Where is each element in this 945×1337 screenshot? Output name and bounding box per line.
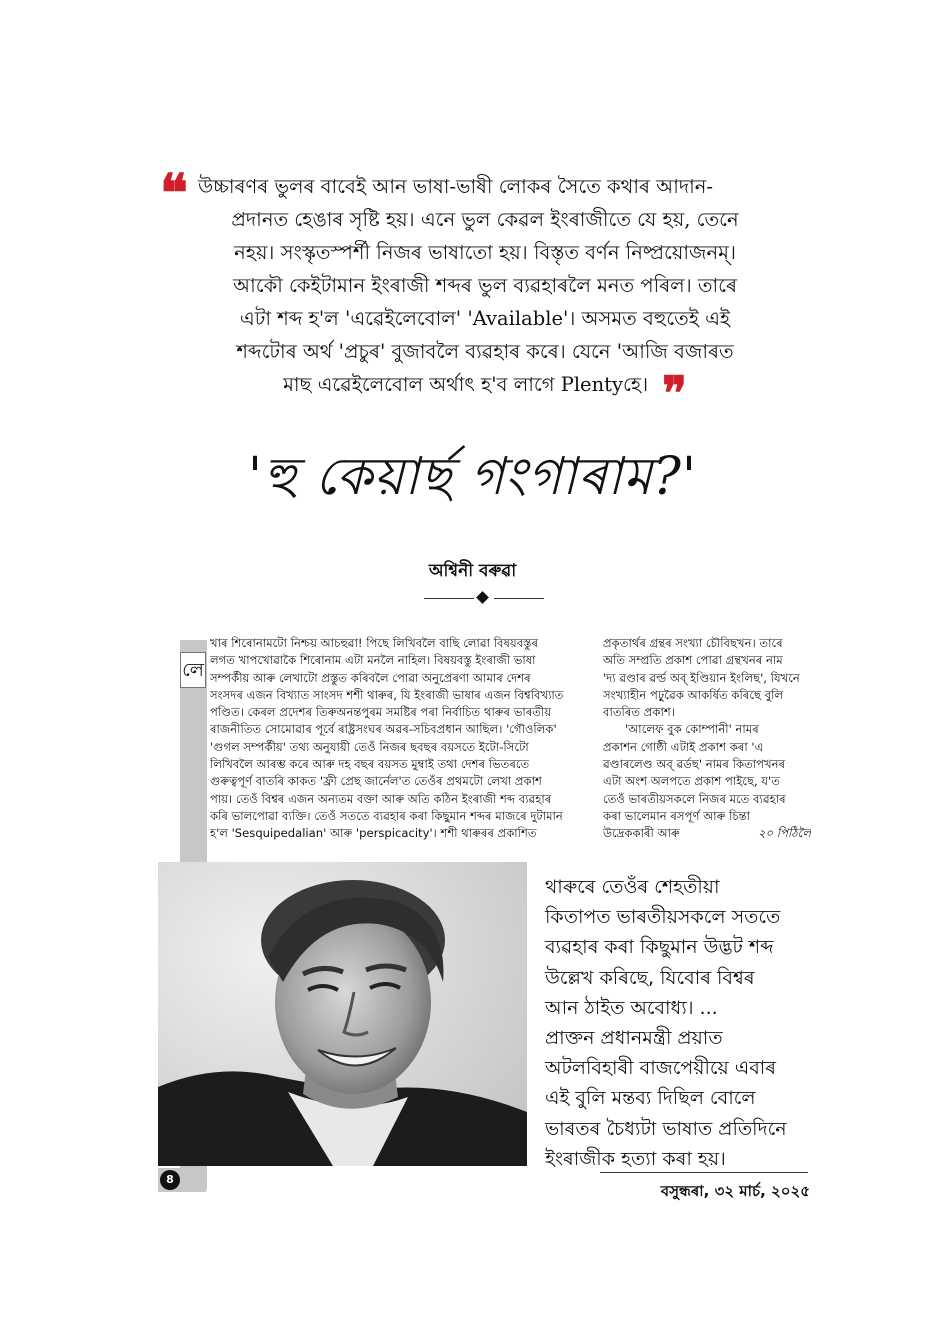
body-line: 'দ্য ৱণ্ডাৰ ৱৰ্ল্ড অব্ ইণ্ডিয়ান ইংলিছ', যিখনে bbox=[603, 670, 800, 685]
page-number: 8 bbox=[160, 1170, 180, 1190]
magazine-issue: বসুন্ধৰা, ৩২ মাৰ্চ, ২০২৫ bbox=[660, 1182, 810, 1200]
body-line: খাৰ শিৰোনামটো নিশ্চয় আচহুৱা! পিছে লিখিবলৈ বাছি লোৱা বিষয়বস্তুৰ bbox=[210, 636, 539, 650]
caption-line: এই বুলি মন্তব্য দিছিল বোলে bbox=[545, 1087, 756, 1110]
body-line: লিখিবলৈ আৰম্ভ কৰে আৰু দহ বছৰ বয়সত মুম্বাই তথা দেশৰ ভিতৰতে bbox=[210, 757, 530, 772]
author-byline: অশ্বিনী বৰুৱা bbox=[428, 561, 517, 581]
caption-line: আন ঠাইত অবোধ্য। ... bbox=[545, 996, 718, 1019]
pull-quote-line: নহয়। সংস্কৃতস্পৰ্শী নিজৰ ভাষাতো হয়। বিস্তৃত বৰ্ণন নিষ্প্ৰয়োজনম্। bbox=[234, 241, 736, 264]
body-line: 'গুগল সম্পৰ্কীয়' তথ্য অনুযায়ী তেওঁ নিজৰ ছবছৰ বয়সতে ইটো-সিটো bbox=[210, 739, 529, 754]
pull-quote-line: আকৌ কেইটামান ইংৰাজী শব্দৰ ভুল ব্যৱহাৰলৈ মনত পৰিল। তাৰে bbox=[233, 274, 737, 297]
caption-line: অটলবিহাৰী বাজপেয়ীয়ে এবাৰ bbox=[545, 1057, 776, 1080]
portrait-illustration bbox=[158, 862, 527, 1166]
pull-quote-line: প্ৰদানত হেঙাৰ সৃষ্টি হয়। এনে ভুল কেৱল ইংৰাজীতে যে হয়, তেনে bbox=[231, 208, 739, 231]
caption-line: ভাৰতৰ চৈধ্যটা ভাষাত প্ৰতিদিনে bbox=[545, 1117, 787, 1140]
pull-quote-line: মাছ এৱেইলেবোল অৰ্থাৎ হ'ব লাগে Plentyহে। bbox=[283, 373, 649, 396]
drop-cap: লে bbox=[180, 652, 206, 688]
body-line: প্ৰকৃতাৰ্থৰ গ্ৰন্থৰ সংখ্যা চৌবিছখন। তাৰে bbox=[603, 636, 783, 650]
body-line: এটা অংশ অলপতে প্ৰকাশ পাইছে, য'ত bbox=[603, 774, 780, 789]
body-line: ৱণ্ডাৰলেণ্ড অব্ ৱৰ্ডছ' নামৰ কিতাপখনৰ bbox=[603, 757, 786, 772]
author-photo bbox=[158, 862, 527, 1166]
body-line: অতি সম্প্ৰতি প্ৰকাশ পোৱা গ্ৰন্থখনৰ নাম bbox=[603, 653, 783, 668]
body-line-last bbox=[603, 825, 811, 842]
diamond-icon bbox=[476, 591, 489, 604]
body-line: তেওঁ ভাৰতীয়সকলে নিজৰ মতে ব্যৱহাৰ bbox=[603, 791, 786, 806]
footer-rule bbox=[600, 1172, 808, 1173]
body-line: সম্পৰ্কীয় আৰু লেখাটো প্ৰস্তুত কৰিবলৈ পোৱা অনুপ্ৰেৰণা আমাৰ দেশৰ bbox=[210, 670, 531, 685]
caption-line: প্ৰাক্তন প্ৰধানমন্ত্ৰী প্ৰয়াত bbox=[545, 1027, 723, 1050]
ornament-line bbox=[424, 598, 474, 599]
pull-quote-line: শব্দটোৰ অৰ্থ 'প্ৰচুৰ' বুজাবলৈ ব্যৱহাৰ কৰে। যেনে 'আজি বজাৰত bbox=[236, 340, 734, 363]
body-line: গুৰুত্বপূৰ্ণ বাতৰি কাকত 'ফ্ৰী প্ৰেছ জাৰ্নেল'ত তেওঁৰ প্ৰথমটো লেখা প্ৰকাশ bbox=[210, 774, 542, 789]
body-line: উদ্ৰেককাৰী আৰু bbox=[603, 826, 680, 841]
article-headline: 'হু কেয়াৰ্ছ গংগাৰাম?' bbox=[247, 447, 698, 507]
caption-line: কিতাপত ভাৰতীয়সকলে সততে bbox=[545, 906, 781, 929]
body-line: কৰি ভালপোৱা ব্যক্তি। তেওঁ সততে ব্যৱহাৰ কৰা কিছুমান শব্দৰ মাজৰে দুটামান bbox=[210, 808, 563, 823]
body-line: হ'ল 'Sesquipedalian' আৰু 'perspicacity'। শশী থাৰুৰৰ প্ৰকাশিত bbox=[210, 826, 537, 841]
body-line: কৰা ভালেমান ৰসপূৰ্ণ আৰু চিন্তা bbox=[603, 808, 751, 823]
byline-ornament bbox=[424, 592, 544, 606]
body-line: ৰাজনীতিত সোমোৱাৰ পূৰ্বে ৰাষ্ট্ৰসংঘৰ অৱৰ-সচিবপ্ৰধান আছিল। 'গৌওলিক' bbox=[210, 722, 557, 737]
body-line: সংখ্যাহীন পঢ়ুৱৈক আকৰ্ষিত কৰিছে বুলি bbox=[603, 687, 784, 702]
caption-line: ব্যৱহাৰ কৰা কিছুমান উদ্ভট শব্দ bbox=[545, 936, 774, 959]
body-column-right bbox=[603, 635, 811, 843]
caption-line: উল্লেখ কৰিছে, যিবোৰ বিশ্বৰ bbox=[545, 966, 755, 989]
close-quote-icon: ❞ bbox=[662, 366, 687, 420]
body-line: সংসদৰ এজন বিখ্যাত সাংসদ শশী থাৰুৰ, যি ইংৰাজী ভাষাৰ এজন বিশ্ববিখ্যাত bbox=[210, 687, 564, 702]
body-line: লগত খাপখোৱাকৈ শিৰোনাম এটা মনলৈ নাহিল। বিষয়বস্তু ইংৰাজী ভাষা bbox=[210, 653, 536, 668]
caption-line: ইংৰাজীক হত্যা কৰা হয়। bbox=[545, 1147, 726, 1170]
photo-caption bbox=[545, 872, 820, 1174]
pull-quote bbox=[160, 163, 810, 420]
body-line: বাতৰিত প্ৰকাশ। bbox=[603, 705, 675, 720]
continued-reference: ২০ পিঠিলৈ bbox=[758, 826, 811, 841]
pull-quote-last-line bbox=[160, 366, 810, 420]
body-line: পণ্ডিত। কেৰল প্ৰদেশৰ তিৰুঅনন্তপুৰম সমষ্টিৰ পৰা নিৰ্বাচিত থাৰুৰ ভাৰতীয় bbox=[210, 705, 552, 720]
caption-line: থাৰুৰে তেওঁৰ শেহতীয়া bbox=[545, 876, 720, 898]
body-line: প্ৰকাশন গোষ্ঠী এটাই প্ৰকাশ কৰা 'এ bbox=[603, 739, 764, 754]
body-line: 'আলেফ বুক কোম্পানী' নামৰ bbox=[625, 722, 759, 737]
body-line: পায়। তেওঁ বিশ্বৰ এজন অন্যতম বক্তা আৰু অতি কঠিন ইংৰাজী শব্দ ব্যৱহাৰ bbox=[210, 791, 552, 806]
pull-quote-line: এটা শব্দ হ'ল 'এৱেইলেবোল' 'Available'। অসমত বহুতেই এই bbox=[239, 307, 731, 330]
ornament-line bbox=[494, 598, 544, 599]
pull-quote-line: উচ্চাৰণৰ ভুলৰ বাবেই আন ভাষা-ভাষী লোকৰ সৈতে কথাৰ আদান- bbox=[198, 175, 714, 198]
body-column-left bbox=[210, 635, 588, 843]
open-quote-icon: ❝ bbox=[160, 163, 188, 224]
